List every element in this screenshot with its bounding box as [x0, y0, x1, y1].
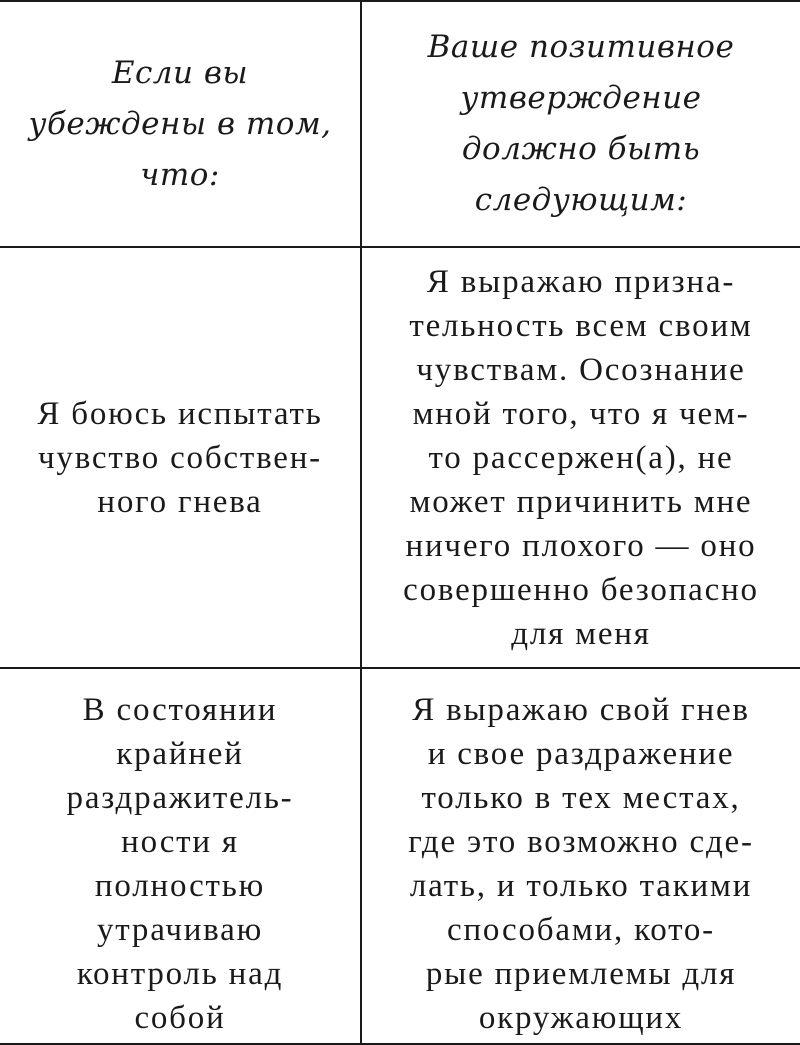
text-line: Я боюсь испытать: [37, 395, 323, 432]
text-line: то рассержен(а), не: [428, 439, 734, 476]
text-line: ного гнева: [97, 483, 263, 520]
affirmation-cell-2: [362, 669, 800, 1043]
text-line: собой: [134, 1000, 226, 1036]
text-line: утверждение: [460, 80, 702, 116]
text-line: чувство собствен-: [38, 439, 322, 476]
affirmation-text-1: [403, 260, 759, 656]
affirmation-text-2: [408, 688, 754, 1040]
text-line: тельность всем своим: [409, 307, 753, 344]
text-line: что:: [140, 156, 220, 193]
text-line: мной того, что я чем-: [412, 395, 750, 432]
text-line: раздражитель-: [66, 780, 294, 816]
text-line: следующим:: [474, 182, 688, 218]
text-line: совершенно безопасно: [403, 571, 759, 608]
text-line: крайней: [116, 736, 244, 772]
belief-text-1: [37, 392, 322, 524]
text-line: утрачиваю: [96, 912, 264, 948]
text-line: Ваше позитивное: [427, 29, 735, 65]
text-line: только в тех местах,: [421, 780, 741, 816]
text-line: Я выражаю призна-: [426, 263, 736, 300]
belief-text-2: [67, 688, 294, 1040]
text-line: для меня: [511, 615, 651, 652]
text-line: убеждены в том,: [28, 105, 332, 142]
belief-cell-2: [0, 669, 362, 1043]
text-line: способами, кото-: [447, 912, 715, 948]
belief-cell-1: [0, 248, 362, 669]
header-affirmation-text: [428, 22, 735, 226]
header-belief-text: [28, 48, 331, 201]
text-line: ничего плохого — оно: [405, 527, 757, 564]
text-line: полностью: [94, 868, 266, 904]
text-line: и свое раздражение: [427, 736, 735, 772]
text-line: где это возможно сде-: [408, 824, 754, 860]
text-line: ности я: [121, 824, 239, 860]
affirmation-cell-1: [362, 248, 800, 669]
text-line: В состоянии: [82, 692, 278, 728]
header-affirmation-cell: [362, 2, 800, 248]
text-line: должно быть: [461, 131, 701, 167]
text-line: контроль над: [76, 956, 284, 992]
text-line: Я выражаю свой гнев: [412, 692, 750, 728]
text-line: рые приемлемы для: [425, 956, 737, 992]
text-line: может причинить мне: [409, 483, 753, 520]
text-line: чувствам. Осознание: [416, 351, 746, 388]
header-belief-cell: [0, 2, 362, 248]
text-line: лать, и только такими: [409, 868, 753, 904]
text-line: окружающих: [478, 1000, 684, 1036]
text-line: Если вы: [111, 54, 249, 91]
